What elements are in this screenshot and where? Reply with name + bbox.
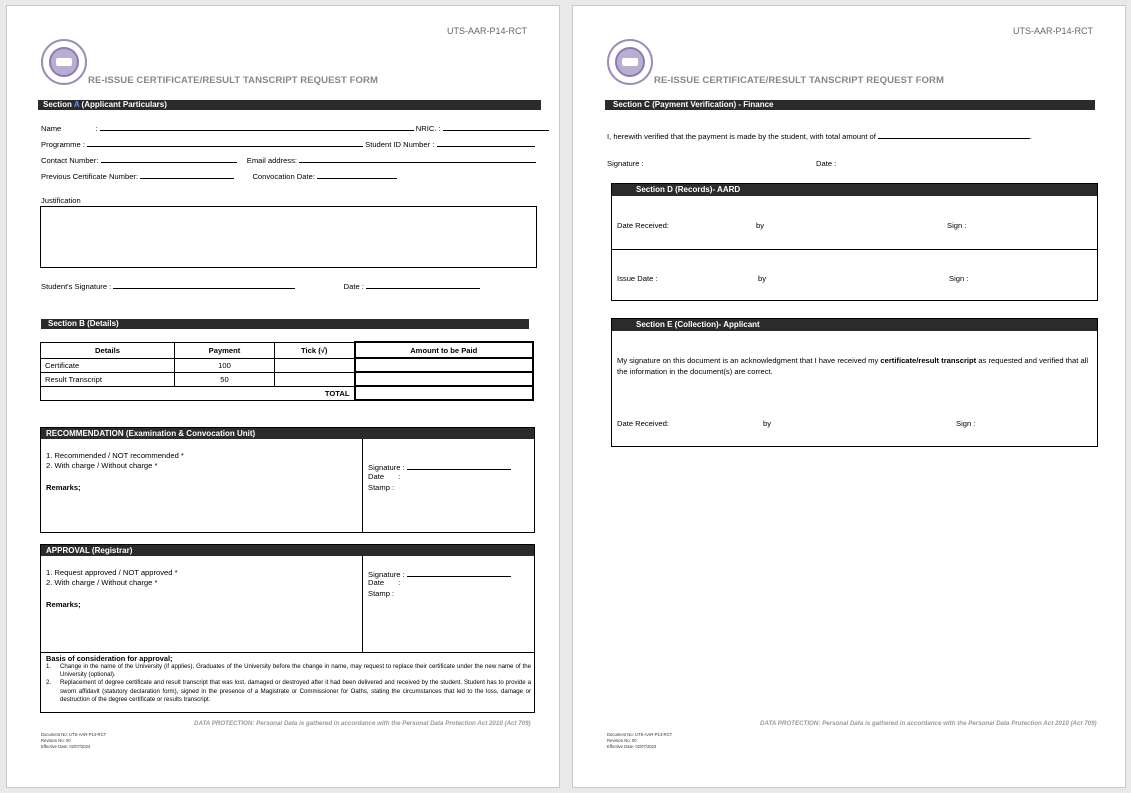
student-signature-row (41, 280, 480, 292)
collection-statement: My signature on this document is an acknowledgment that I have received my certificate/result transcript as requested and verified that all the information in the document(s) are correct. (617, 356, 1089, 376)
divider (362, 439, 363, 533)
approval-remarks: Remarks; (46, 600, 81, 609)
nric-field[interactable] (443, 122, 549, 131)
programme-row (41, 138, 535, 150)
detail-cell: Result Transcript (41, 372, 175, 386)
finance-signature-label: Signature : (607, 159, 644, 168)
prev-cert-row (41, 170, 397, 182)
revision-number: Revision No: 00 (41, 738, 71, 743)
tick-header: Tick (√) (275, 342, 355, 358)
payment-verification-statement: I, herewith verified that the payment is made by the student, with total amount of (607, 132, 876, 141)
recommendation-box: RECOMMENDATION (Examination & Convocation Unit) 1. Recommended / NOT recommended * 2. With charge / Without charge * Remarks; Signature : Date : Stamp : (40, 427, 535, 533)
document-number: Document No: UTS-AAR-P14-RCT (41, 732, 107, 737)
approval-stamp-label: Stamp : (368, 589, 395, 598)
date-received-label: Date Received: (617, 221, 669, 230)
collection-by-label: by (763, 419, 772, 428)
form-title: RE-ISSUE CERTIFICATE/RESULT TANSCRIPT REQUEST FORM (654, 75, 945, 86)
justification-box[interactable] (40, 206, 537, 268)
university-logo (607, 39, 653, 85)
approval-box: APPROVAL (Registrar) 1. Request approved / NOT approved * 2. With charge / Without charge * Remarks; Signature : Date : Stamp : Basis of consideration for approval; 1. Change in the name of the University (if applies). Graduates of the University before the change in name, may request to replace their certificate under the new name of the University (optional). 2. Replacement of degree certificate and result transcript that was lost, damaged or destroyed after it had been delivered and received by the student. Student has to provide a sworn affidavit (statutory declaration form), signed in the presence of a Magistrate or Commissioner for Oaths, stating the circumstances that led to the loss, damage or destruction of the degree certificate or results transcript. (40, 544, 535, 713)
collection-date-received-label: Date Received: (617, 419, 669, 428)
name-row: Name : NRIC. : (41, 122, 549, 134)
details-header: Details (41, 342, 175, 358)
prev-cert-field[interactable] (140, 170, 234, 179)
basis-title: Basis of consideration for approval; (46, 654, 173, 663)
details-table (40, 341, 534, 401)
finance-date-label: Date : (816, 159, 837, 168)
payment-cell: 100 (175, 358, 275, 372)
section-e-box (611, 318, 1098, 447)
approval-signature-label: Signature : (368, 570, 405, 579)
recommendation-item-1: 1. Recommended / NOT recommended * (46, 451, 184, 460)
effective-date: Effective Date: 02/07/2024 (607, 744, 657, 749)
divider (41, 652, 534, 653)
amount-header: Amount to be Paid (355, 342, 534, 358)
justification-label: Justification (41, 196, 81, 205)
programme-field[interactable] (87, 138, 363, 147)
convocation-field[interactable] (317, 170, 397, 179)
university-logo (41, 39, 87, 85)
divider (362, 556, 363, 652)
student-id-label: Student ID Number : (365, 140, 435, 149)
effective-date: Effective Date: 02/07/2024 (41, 744, 91, 749)
payment-header: Payment (175, 342, 275, 358)
student-signature-field[interactable] (113, 280, 295, 289)
recommendation-signature-label: Signature : (368, 463, 405, 472)
student-date-field[interactable] (366, 280, 480, 289)
recommendation-stamp-label: Stamp : (368, 483, 395, 492)
approval-item-1: 1. Request approved / NOT approved * (46, 568, 178, 577)
by-label: by (758, 274, 767, 283)
basis-section (46, 654, 531, 704)
student-signature-label: Student's Signature : (41, 282, 112, 291)
recommendation-header: RECOMMENDATION (Examination & Convocation Unit) (41, 428, 534, 439)
payment-cell: 50 (175, 372, 275, 386)
basis-item: 1. Change in the name of the University (if applies). Graduates of the University before the change in name, may request to replace their certificate under the new name of the University (optional). (46, 663, 531, 679)
tick-cell[interactable] (275, 358, 355, 372)
contact-label: Contact Number: (41, 156, 99, 165)
section-e-header: Section E (Collection)- Applicant (612, 319, 1097, 331)
section-c-header: Section C (Payment Verification) - Finance (605, 100, 1095, 110)
name-label: Name (41, 124, 62, 133)
section-d-box (611, 183, 1098, 301)
email-field[interactable] (299, 154, 536, 163)
student-id-field[interactable] (437, 138, 535, 147)
divider (612, 249, 1097, 250)
approval-item-2: 2. With charge / Without charge * (46, 578, 158, 587)
convocation-label: Convocation Date: (252, 172, 315, 181)
contact-row (41, 154, 536, 166)
section-b-header: Section B (Details) (41, 319, 529, 329)
section-a-header: Section A (Applicant Particulars) (38, 100, 541, 110)
table-row (41, 372, 534, 386)
email-label: Email address: (246, 156, 298, 165)
recommendation-remarks: Remarks; (46, 483, 81, 492)
sign-label: Sign : (947, 221, 967, 230)
approval-date-label: Date (368, 578, 385, 587)
document-number: Document No: UTS-AAR-P14-RCT (607, 732, 673, 737)
tick-cell[interactable] (275, 372, 355, 386)
recommendation-date-label: Date (368, 472, 385, 481)
amount-cell[interactable] (355, 372, 534, 386)
section-d-header: Section D (Records)- AARD (612, 184, 1097, 196)
approval-header: APPROVAL (Registrar) (41, 545, 534, 556)
recommendation-item-2: 2. With charge / Without charge * (46, 461, 158, 470)
form-page-2: UTS-AAR-P14-RCT RE-ISSUE CERTIFICATE/RESULT TANSCRIPT REQUEST FORM Section C (Payment Verification) - Finance I, herewith verified that the payment is made by the student, with total amount of . Signature : Date : Section D (Records)- AARD Date Received: by Sign : Issue Date : by Sign : Section E (Collection)- Applicant My signature on this document is an acknowledgment that I have received my certificate/result transcript as requested and verified that all the information in the document(s) are correct. Date Received: by Sign : DATA PROTECTION: Personal Data is gathered in accordance with the Personal Data Protection Act 2010 (Act 709) Document No: UTS-AAR-P14-RCT Revision No: 00 Effective Date: 02/07/2024 (572, 5, 1126, 788)
total-amount-field[interactable] (878, 130, 1030, 139)
document-footer (607, 732, 672, 750)
collection-sign-label: Sign : (956, 419, 976, 428)
total-label: TOTAL (41, 386, 355, 400)
approval-signature-field[interactable] (407, 568, 511, 577)
issue-date-label: Issue Date : (617, 274, 658, 283)
data-protection-note: DATA PROTECTION: Personal Data is gathered in accordance with the Personal Data Protection Act 2010 (Act 709) (760, 720, 1097, 727)
document-code: UTS-AAR-P14-RCT (447, 26, 528, 36)
prev-cert-label: Previous Certificate Number: (41, 172, 139, 181)
document-footer (41, 732, 106, 750)
total-amount-cell[interactable] (355, 386, 534, 400)
detail-cell: Certificate (41, 358, 175, 372)
recommendation-signature-field[interactable] (407, 461, 511, 470)
amount-cell[interactable] (355, 358, 534, 372)
document-code: UTS-AAR-P14-RCT (1013, 26, 1094, 36)
contact-field[interactable] (101, 154, 237, 163)
form-page-1 (6, 5, 560, 788)
by-label: by (756, 221, 765, 230)
revision-number: Revision No: 00 (607, 738, 637, 743)
basis-item: 2. Replacement of degree certificate and result transcript that was lost, damaged or destroyed after it had been delivered and received by the student. Student has to provide a sworn affidavit (statutory declaration form), signed in the presence of a Magistrate or Commissioner for Oaths, stating the circumstances that led to the loss, damage or destruction of the degree certificate or results transcript. (46, 679, 531, 703)
form-title: RE-ISSUE CERTIFICATE/RESULT TANSCRIPT REQUEST FORM (88, 75, 379, 86)
student-date-label: Date : (343, 282, 364, 291)
table-row (41, 358, 534, 372)
sign-label: Sign : (949, 274, 969, 283)
nric-label: NRIC. : (415, 124, 441, 133)
name-field[interactable] (100, 122, 414, 131)
programme-label: Programme : (41, 140, 85, 149)
data-protection-note: DATA PROTECTION: Personal Data is gathered in accordance with the Personal Data Protection Act 2010 (Act 709) (194, 720, 531, 727)
